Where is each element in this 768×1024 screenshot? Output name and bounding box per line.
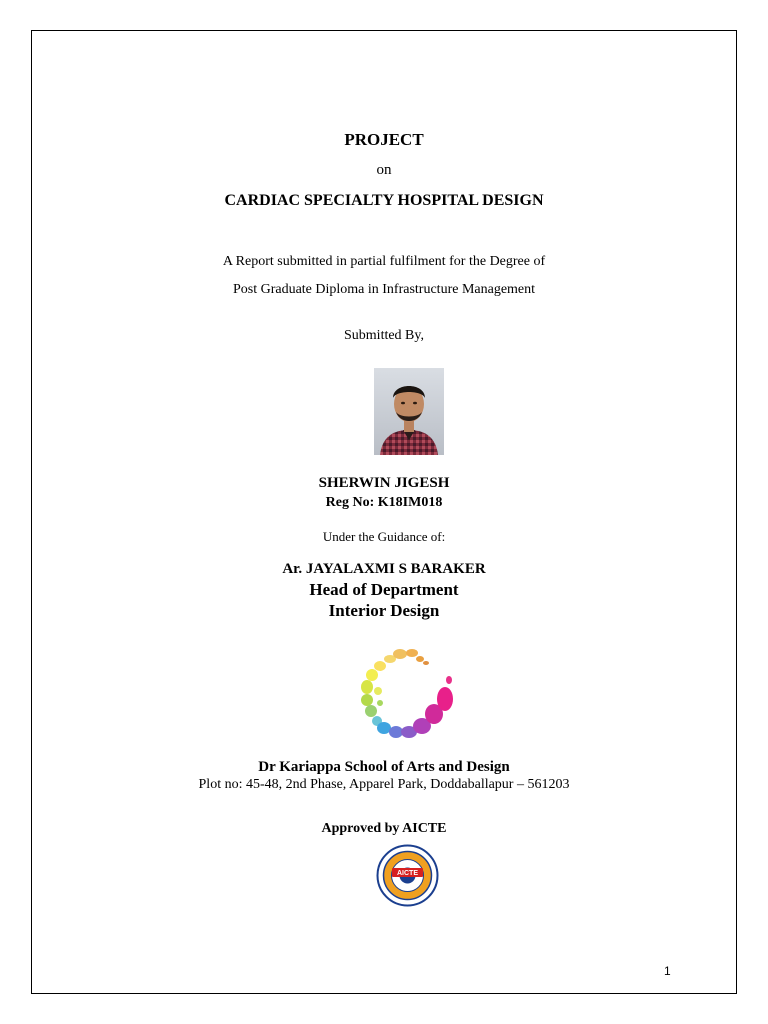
page-number: 1 — [664, 964, 671, 978]
guidance-label: Under the Guidance of: — [322, 529, 446, 544]
project-title: CARDIAC SPECIALTY HOSPITAL DESIGN — [224, 192, 544, 209]
on-text: on — [376, 162, 392, 178]
school-logo — [356, 643, 460, 741]
submitted-by: Submitted By, — [344, 328, 424, 343]
report-line-2: Post Graduate Diploma in Infrastructure Management — [232, 282, 536, 297]
project-heading: PROJECT — [344, 130, 424, 149]
report-line-1: A Report submitted in partial fulfilment for the Degree of — [222, 254, 546, 269]
school-address: Plot no: 45-48, 2nd Phase, Apparel Park, Doddaballapur – 561203 — [198, 777, 570, 792]
student-name: SHERWIN JIGESH — [318, 475, 450, 491]
aicte-seal-label: AICTE — [397, 870, 418, 877]
guide-role: Head of Department — [309, 580, 459, 599]
student-photo-image — [374, 368, 444, 455]
school-logo-icon — [356, 643, 460, 741]
aicte-seal-icon — [376, 844, 439, 907]
student-photo — [374, 368, 444, 455]
registration-number: Reg No: K18IM018 — [325, 495, 443, 510]
approved-by: Approved by AICTE — [321, 821, 447, 836]
guide-name: Ar. JAYALAXMI S BARAKER — [282, 561, 486, 577]
aicte-seal — [376, 844, 439, 907]
school-name: Dr Kariappa School of Arts and Design — [258, 759, 510, 775]
guide-department: Interior Design — [328, 601, 440, 620]
